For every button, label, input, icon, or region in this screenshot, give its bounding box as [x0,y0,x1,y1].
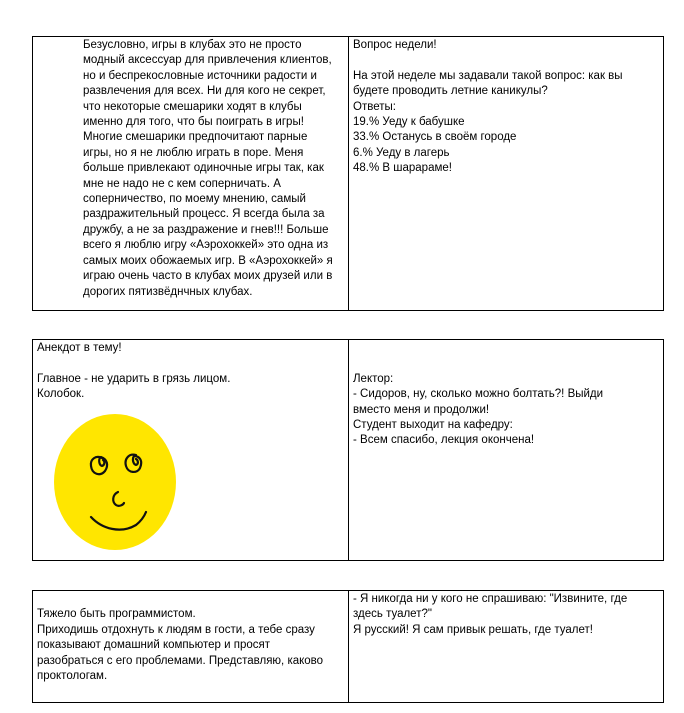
article-text-line: больше привлекают одиночные игры так, как [83,162,324,175]
joke-text-line: показывают домашний компьютер и просят [37,639,271,652]
joke-text-line: - Я никогда ни у кого не спрашиваю: "Извините, где [353,593,628,605]
joke-text-line [37,592,344,607]
article-text-line: соперничество, по моему мнению, самый [83,193,306,206]
programmer-jokes-table [32,590,664,703]
article-text-line: Многие смешарики предпочитают парные [83,131,308,144]
article-text-line: всего я люблю игру «Аэрохоккей» это одна из [83,239,329,252]
joke-text-line: Колобок. [37,388,85,401]
joke-text-line [353,356,659,371]
poll-text-line: будете проводить летние каникулы? [353,85,548,98]
joke-text-line: - Сидоров, ну, сколько можно болтать?! Выйди [353,388,604,401]
article-text-line: дружбу, а не за раздражение и гнев!!! Больше [83,223,329,236]
article-text-line: самых моих обожаемых игр. В «Аэрохоккей» я [83,254,333,267]
article-text-line: модный аксессуар для привлечения клиентов, [83,54,332,67]
article-text-line: но и беспрекословные источники радости и [83,69,317,82]
article-text-line: развлечения для всех. Ни для кого не секрет, [83,85,326,98]
article-text-line: мне не надо не с кем соперничать. А [83,177,281,190]
clubs-games-article [33,37,349,310]
poll-text-line: На этой неделе мы задавали такой вопрос: как вы [353,69,623,82]
joke-text-line: Приходишь отдохнуть к людям в гости, а тебе сразу [37,623,315,636]
poll-text-line: Ответы: [353,100,396,113]
programmer-joke-cell [33,591,349,702]
poll-text-line: Вопрос недели! [353,39,437,51]
kolobok-smiley-drawing [54,413,176,551]
article-text-line: именно для того, что бы поиграть в игры! [83,116,304,129]
poll-text-line [353,53,659,68]
toilet-joke-cell [349,591,663,702]
joke-text-line: Я русский! Я сам привык решать, где туалет! [353,623,593,636]
article-text-line: играю очень часто в клубах моих друзей или в [83,270,333,283]
joke-text-line: Студент выходит на кафедру: [353,419,513,431]
joke-text-line: Главное - не ударить в грязь лицом. [37,372,231,385]
article-text-line: раздражительный процесс. Я всегда была за [83,208,325,221]
article-text-line: дорогих пятизвёднчных клубах. [83,285,253,298]
poll-text-line: 19.% Уеду к бабушке [353,116,465,129]
lecturer-joke-cell [349,340,663,560]
joke-text-line: вместо меня и продолжи! [353,403,490,416]
poll-text-line: 33.% Останусь в своём городе [353,131,517,144]
article-text-line: игры, но я не люблю играть в поре. Меня [83,146,304,159]
question-of-week-panel [349,37,663,310]
joke-text-line: проктологам. [37,670,108,683]
joke-text-line: разобраться с его проблемами. Представляю, каково [37,654,324,667]
joke-text-line: Лектор: [353,372,394,385]
clubs-games-table [32,36,664,311]
article-text-line: что некоторые смешарики ходят в клубы [83,100,302,113]
joke-text-line: здесь туалет?" [353,608,432,621]
poll-text-line: 48.% В шарараме! [353,162,452,175]
joke-text-line: - Всем спасибо, лекция окончена! [353,434,535,447]
joke-text-line [37,356,344,371]
article-text-line: Безусловно, игры в клубах это не просто [83,39,302,51]
joke-text-line [353,341,659,356]
poll-text-line: 6.% Уеду в лагерь [353,146,450,159]
joke-text-line: Тяжело быть программистом. [37,608,196,621]
joke-text-line: Анекдот в тему! [37,342,122,354]
